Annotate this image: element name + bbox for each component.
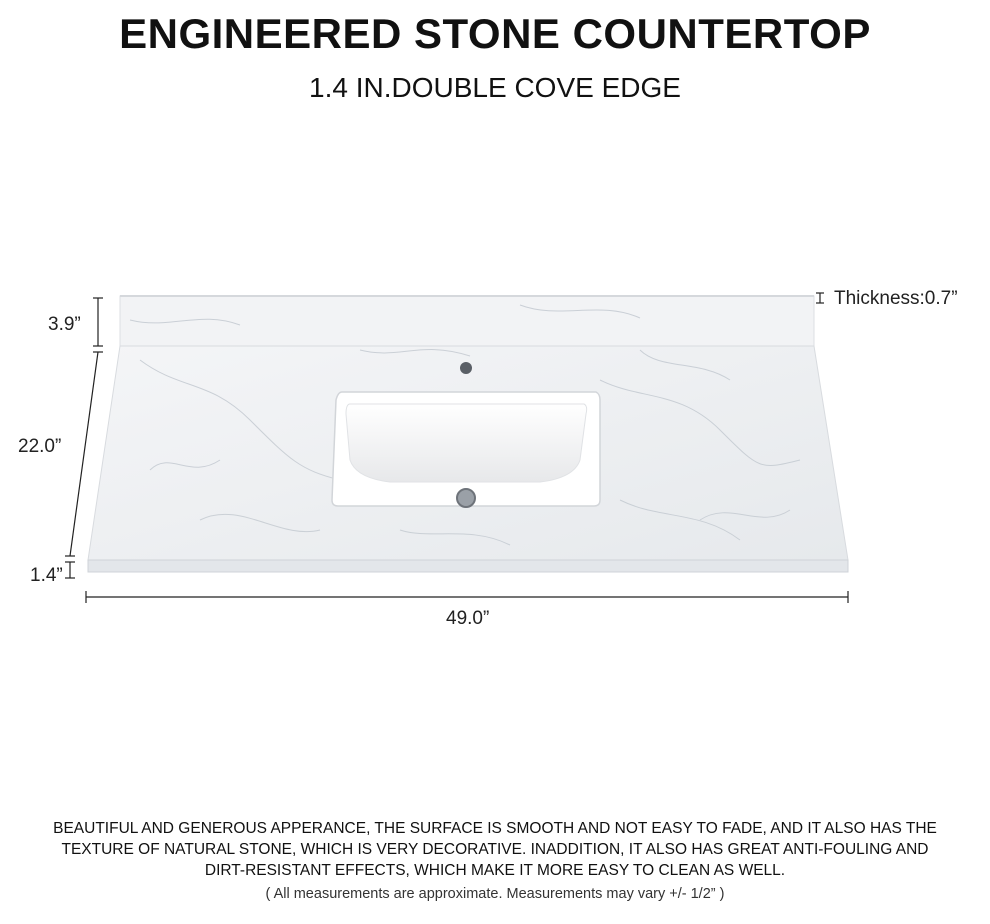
product-title: ENGINEERED STONE COUNTERTOP <box>119 10 871 57</box>
description-line-2: TEXTURE OF NATURAL STONE, WHICH IS VERY DECORATIVE. INADDITION, IT ALSO HAS GREAT ANTI-FOULING AND <box>61 841 929 858</box>
countertop-figure <box>0 260 990 640</box>
product-description <box>10 818 980 881</box>
description-line-3: DIRT-RESISTANT EFFECTS, WHICH MAKE IT MORE EASY TO CLEAN AS WELL. <box>204 862 786 879</box>
depth-label: 22.0” <box>18 436 62 457</box>
front-edge <box>88 560 848 572</box>
countertop-drawing <box>0 260 990 640</box>
description-line-1: BEAUTIFUL AND GENEROUS APPERANCE, THE SURFACE IS SMOOTH AND NOT EASY TO FADE, AND IT ALSO HAS THE <box>53 820 937 837</box>
width-label: 49.0” <box>446 608 490 629</box>
product-subtitle: 1.4 IN.DOUBLE COVE EDGE <box>309 72 681 103</box>
edge-thickness-label: 1.4” <box>30 565 63 586</box>
thickness-label: Thickness:0.7” <box>834 288 958 309</box>
backsplash-height-label: 3.9” <box>48 314 81 335</box>
sink-drain <box>457 489 475 507</box>
measurement-note: ( All measurements are approximate. Measurements may vary +/- 1/2” ) <box>265 886 725 902</box>
faucet-hole <box>460 362 472 374</box>
